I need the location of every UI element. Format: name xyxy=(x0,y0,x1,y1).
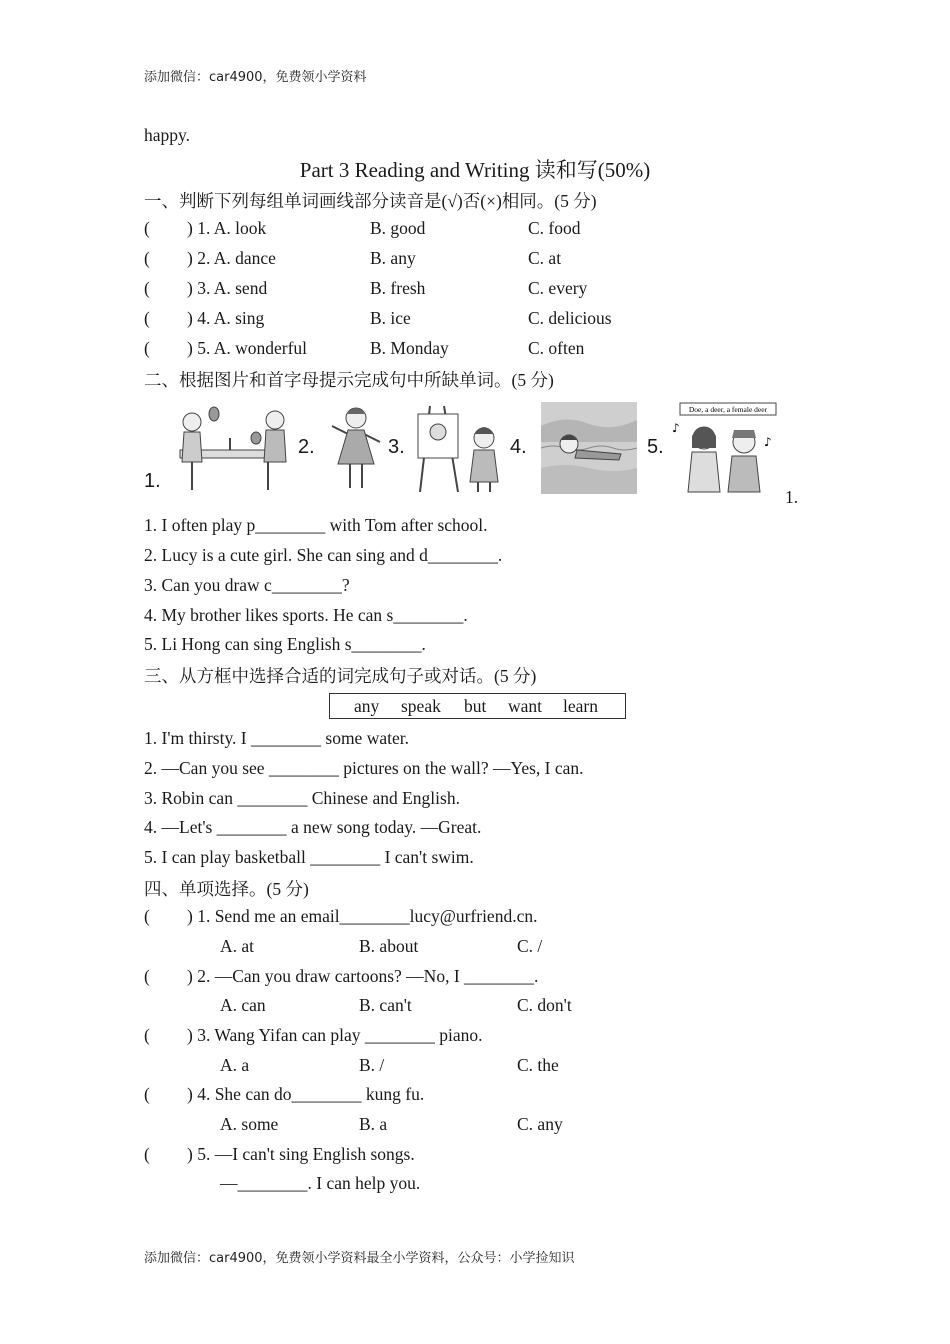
choice-b: B. can't xyxy=(359,995,412,1015)
ping-pong-picture xyxy=(170,402,298,494)
section4-heading: 四、单项选择。(5 分) xyxy=(144,879,309,899)
answer-paren: ( xyxy=(144,1084,150,1104)
choice-c: C. don't xyxy=(517,995,572,1015)
section3-heading: 三、从方框中选择合适的词完成句子或对话。(5 分) xyxy=(144,666,537,686)
option-c: C. at xyxy=(528,248,562,268)
choice-c: C. any xyxy=(517,1114,563,1134)
answer-paren: ( xyxy=(144,966,150,986)
choice-a: A. at xyxy=(220,936,255,956)
answer-paren: ( xyxy=(144,278,150,298)
drawing-picture xyxy=(412,402,508,494)
option-a: ) 3. A. send xyxy=(187,278,268,298)
fill-sentence: 1. I often play p________ with Tom after school. xyxy=(144,515,488,535)
answer-paren: ( xyxy=(144,906,150,926)
option-b: B. ice xyxy=(370,308,411,328)
svg-text:♪: ♪ xyxy=(764,435,772,449)
choice-a: A. some xyxy=(220,1114,279,1134)
question-text: ) 5. —I can't sing English songs. xyxy=(187,1144,415,1164)
question-text: ) 1. Send me an email________lucy@urfriend.cn. xyxy=(187,906,538,926)
option-a: ) 1. A. look xyxy=(187,218,267,238)
picture-number: 4. xyxy=(510,436,527,458)
choice-c: C. the xyxy=(517,1055,559,1075)
answer-paren: ( xyxy=(144,248,150,268)
fill-sentence: 4. —Let's ________ a new song today. —Great. xyxy=(144,817,482,837)
answer-paren: ( xyxy=(144,1025,150,1045)
word-bank-word: learn xyxy=(563,696,598,716)
fill-sentence: 4. My brother likes sports. He can s________. xyxy=(144,605,468,625)
picture-number: 5. xyxy=(647,436,664,458)
answer-paren: ( xyxy=(144,1144,150,1164)
swimming-picture xyxy=(541,402,637,494)
carry-over-text: happy. xyxy=(144,125,191,145)
answer-paren: ( xyxy=(144,218,150,238)
section1-heading: 一、判断下列每组单词画线部分读音是(√)否(×)相同。(5 分) xyxy=(144,191,597,211)
choice-b: B. / xyxy=(359,1055,385,1075)
word-bank-word: speak xyxy=(401,696,441,716)
option-c: C. food xyxy=(528,218,581,238)
option-c: C. every xyxy=(528,278,588,298)
picture-number: 2. xyxy=(298,436,315,458)
question-text: ) 3. Wang Yifan can play ________ piano. xyxy=(187,1025,483,1045)
option-c: C. often xyxy=(528,338,585,358)
picture-number: 1. xyxy=(144,470,161,492)
word-bank-word: but xyxy=(464,696,487,716)
option-b: B. Monday xyxy=(370,338,449,358)
fill-sentence: 5. I can play basketball ________ I can't swim. xyxy=(144,847,474,867)
answer-paren: ( xyxy=(144,338,150,358)
trailing-number: 1. xyxy=(785,487,799,507)
picture-number: 3. xyxy=(388,436,405,458)
fill-sentence: 1. I'm thirsty. I ________ some water. xyxy=(144,728,409,748)
svg-text:♪: ♪ xyxy=(672,421,680,435)
choice-b: B. about xyxy=(359,936,419,956)
part-title: Part 3 Reading and Writing 读和写(50%) xyxy=(299,158,651,182)
fill-sentence: 3. Can you draw c________? xyxy=(144,575,350,595)
word-bank-box xyxy=(329,693,626,719)
option-b: B. any xyxy=(370,248,416,268)
word-bank-word: any xyxy=(354,696,380,716)
fill-sentence: 2. Lucy is a cute girl. She can sing and d________. xyxy=(144,545,503,565)
fill-sentence: 2. —Can you see ________ pictures on the wall? —Yes, I can. xyxy=(144,758,584,778)
option-b: B. fresh xyxy=(370,278,426,298)
fill-sentence: 3. Robin can ________ Chinese and English. xyxy=(144,788,460,808)
section2-heading: 二、根据图片和首字母提示完成句中所缺单词。(5 分) xyxy=(144,370,554,390)
page-footer: 添加微信：car4900，免费领小学资料最全小学资料，公众号：小学捡知识 xyxy=(144,1251,575,1266)
option-a: ) 5. A. wonderful xyxy=(187,338,308,358)
page-header: 添加微信：car4900，免费领小学资料 xyxy=(144,70,367,85)
singing-picture xyxy=(668,402,778,494)
question-line2: —________. I can help you. xyxy=(220,1173,421,1193)
speech-caption: Doe, a deer, a female deer xyxy=(688,405,768,414)
question-text: ) 2. —Can you draw cartoons? —No, I ________. xyxy=(187,966,539,986)
answer-paren: ( xyxy=(144,308,150,328)
dancing-girl-picture xyxy=(326,402,386,494)
option-a: ) 2. A. dance xyxy=(187,248,276,268)
question-text: ) 4. She can do________ kung fu. xyxy=(187,1084,425,1104)
option-b: B. good xyxy=(370,218,426,238)
choice-a: A. can xyxy=(220,995,266,1015)
fill-sentence: 5. Li Hong can sing English s________. xyxy=(144,634,426,654)
choice-c: C. / xyxy=(517,936,543,956)
word-bank-word: want xyxy=(508,696,543,716)
option-a: ) 4. A. sing xyxy=(187,308,265,328)
option-c: C. delicious xyxy=(528,308,612,328)
choice-a: A. a xyxy=(220,1055,250,1075)
choice-b: B. a xyxy=(359,1114,388,1134)
